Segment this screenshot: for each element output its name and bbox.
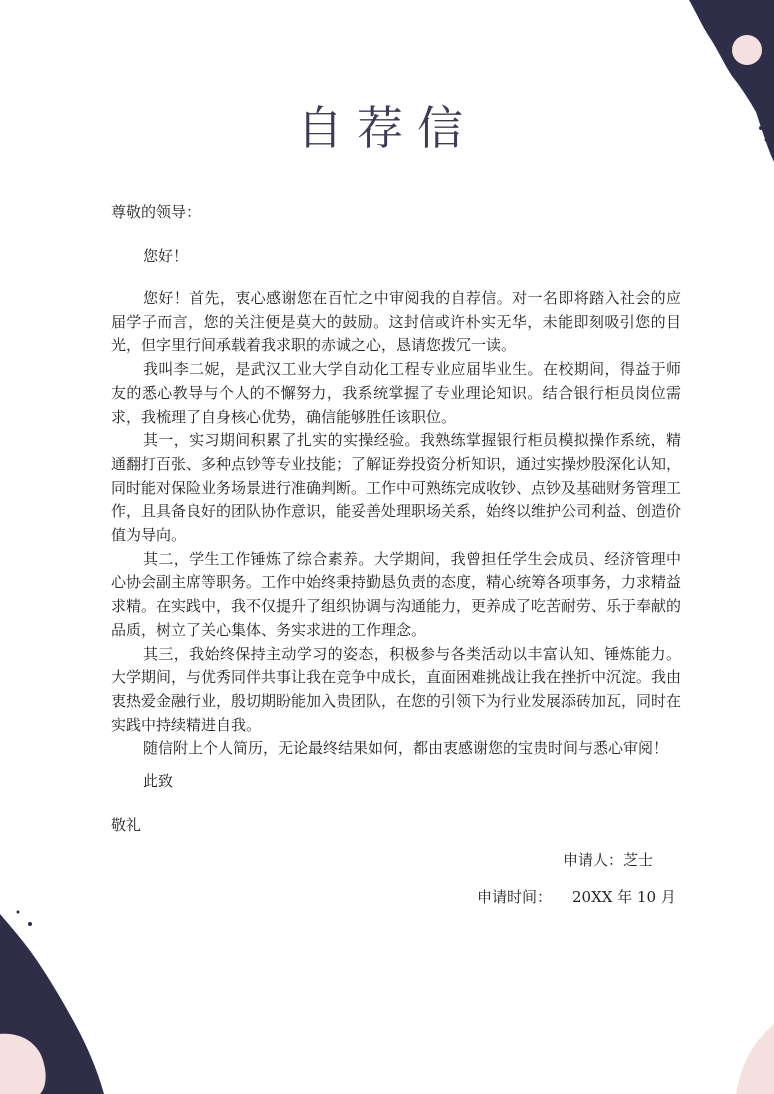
body-paragraph: 其二，学生工作锤炼了综合素养。大学期间，我曾担任学生会成员、经济管理中心协会副主席等职务。工作中始终秉持勤恳负责的态度，精心统筹各项事务，力求精益求精。在实践中，我不仅提升了组织协调与沟通能力，更养成了吃苦耐劳、乐于奉献的品质，树立了关心集体、务实求进的工作理念。 bbox=[111, 549, 682, 639]
body-paragraph: 随信附上个人简历，无论最终结果如何，都由衷感谢您的宝贵时间与悉心审阅！ bbox=[143, 739, 669, 758]
body-paragraph: 其三，我始终保持主动学习的姿态，积极参与各类活动以丰富认知、锤炼能力。大学期间，与优秀同伴共事让我在竞争中成长，直面困难挑战让我在挫折中沉淀。我由衷热爱金融行业，殷切期盼能加入贵团队，在您的引领下为行业发展添砖加瓦，同时在实践中持续精进自我。 bbox=[111, 644, 682, 734]
body-paragraph: 我叫李二妮，是武汉工业大学自动化工程专业应届毕业生。在校期间，得益于师友的悉心教导与个人的不懈努力，我系统掌握了专业理论知识。结合银行柜员岗位需求，我梳理了自身核心优势，确信能够胜任该职位。 bbox=[111, 360, 681, 426]
closing: 此致 bbox=[143, 772, 174, 790]
body-paragraph: 您好！首先，衷心感谢您在百忙之中审阅我的自荐信。对一名即将踏入社会的应届学子而言，您的关注便是莫大的鼓励。这封信或许朴实无华，未能即刻吸引您的目光，但字里行间承载着我求职的赤诚之心，恳请您拨冗一读。 bbox=[111, 289, 681, 355]
bottom-right-blush-decoration bbox=[684, 1004, 774, 1094]
bottom-left-brush-decoration bbox=[0, 904, 130, 1094]
regards: 敬礼 bbox=[111, 816, 142, 834]
letter-body bbox=[111, 287, 681, 761]
applicant-signature: 申请人：芝士 bbox=[563, 851, 654, 869]
salutation: 尊敬的领导： bbox=[111, 203, 202, 221]
greeting: 您好！ bbox=[143, 247, 189, 265]
application-date bbox=[477, 886, 676, 907]
letter-title: 自荐信 bbox=[297, 101, 477, 155]
body-paragraph: 其一，实习期间积累了扎实的实操经验。我熟练掌握银行柜员模拟操作系统，精通翻打百张、多种点钞等专业技能；了解证券投资分析知识，通过实操炒股深化认知，同时能对保险业务场景进行准确判断。工作中可熟练完成收钞、点钞及基础财务管理工作，且具备良好的团队协作意识，能妥善处理职场关系，始终以维护公司利益、创造价值为导向。 bbox=[111, 431, 682, 545]
date-value: 20XX 年 10 月 bbox=[572, 888, 676, 906]
date-label: 申请时间： bbox=[477, 888, 553, 906]
